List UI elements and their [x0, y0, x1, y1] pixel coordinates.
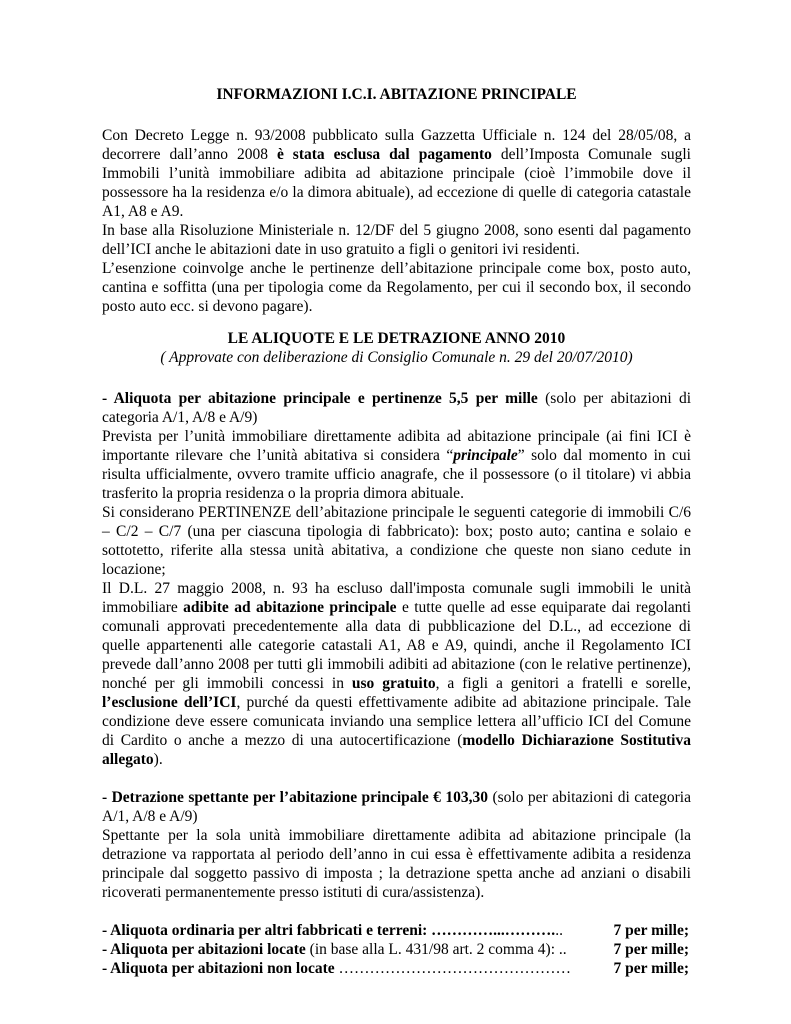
detrazione-lead — [102, 788, 691, 826]
aliquota-text: Prevista per l’unità immobiliare direttamente adibita ad abitazione principale (ai fini ICI è importante rilevare che l’unità abitativa si considera “ — [102, 428, 691, 464]
aliquota-paragraph-3 — [102, 579, 691, 769]
detrazione-paragraph-1: Spettante per la sola unità immobiliare direttamente adibita ad abitazione principale (la detrazione va rapportata al periodo dell’anno in cui essa è effettivamente adibita a residenza principale dal soggetto passivo di imposta ; la detrazione spetta anche ad anziani o disabili ricoverati permanentemente presso istituti di cura/assistenza). — [102, 827, 691, 901]
aliquota-lead — [102, 389, 691, 427]
rate-label-normal: ……………………………………… — [334, 960, 572, 977]
aliquota-paragraph-1 — [102, 427, 691, 503]
detrazione-lead-bold: - Detrazione spettante per l’abitazione principale € 103,30 — [102, 789, 488, 806]
intro-paragraph-1 — [102, 126, 691, 221]
spacer — [102, 902, 691, 921]
spacer — [102, 769, 691, 788]
intro-text: Con Decreto Legge n. 93/2008 pubblicato sulla Gazzetta Ufficiale n. 124 del 28/05/08, a decorrere dall’anno 2008 — [102, 127, 691, 163]
aliquota-text: , a figli a genitori a fratelli e sorelle, — [435, 675, 691, 692]
intro-paragraph-2: In base alla Risoluzione Ministeriale n. 12/DF del 5 giugno 2008, sono esenti dal pagamento dell’ICI anche le abitazioni date in uso gratuito a figli o genitori ivi residenti. — [102, 222, 691, 258]
aliquota-text: Il D.L. 27 maggio 2008, n. 93 ha escluso dall'imposta comunale sugli immobili le unità immobiliare — [102, 580, 691, 616]
rate-label-normal: (in base alla L. 431/98 art. 2 comma 4): .. — [305, 941, 567, 958]
rate-row — [102, 959, 691, 978]
rate-label-bold: - Aliquota ordinaria per altri fabbricati e terreni: …………...………. — [102, 922, 556, 939]
rate-value: 7 per mille; — [613, 960, 689, 977]
rate-label-normal: .. — [555, 922, 563, 939]
intro-paragraph-3: L’esenzione coinvolge anche le pertinenze dell’abitazione principale come box, posto auto, cantina e soffitta (una per tipologia come da Regolamento, per cui il secondo box, il secondo posto auto ecc. si devono pagare). — [102, 260, 691, 315]
detrazione-lead-rest: (solo per abitazioni di categoria A/1, A/8 e A/9) — [102, 789, 691, 825]
rate-label — [102, 959, 571, 978]
aliquota-paragraph-2: Si considerano PERTINENZE dell’abitazione principale le seguenti categorie di immobili C/6 – C/2 – C/7 (una per ciascuna tipologia di fabbricato): box; posto auto; cantina e solaio e sottotetto, riferite alla stessa unità abitativa, a condizione che queste non siano cedute in locazione; — [102, 504, 691, 578]
aliquota-lead-rest: (solo per abitazioni di categoria A/1, A/8 e A/9) — [102, 390, 691, 426]
aliquota-emphasis: modello Dichiarazione Sostitutiva allegato — [102, 732, 691, 768]
rate-value: 7 per mille; — [613, 922, 689, 939]
rate-row — [102, 921, 691, 940]
section-subheading: ( Approvate con deliberazione di Consiglio Comunale n. 29 del 20/07/2010) — [160, 349, 633, 366]
intro-text: dell’Imposta Comunale sugli Immobili l’unità immobiliare adibita ad abitazione principale (cioè l’immobile dove il possessore ha la residenza e/o la dimora abituale), ad eccezione di quelle di categoria catastale A1, A8 e A9. — [102, 146, 691, 220]
rate-label — [102, 940, 567, 959]
aliquota-text: ” solo dal momento in cui risulta ufficialmente, ovvero tramite ufficio anagrafe, che il possessore (o il titolare) vi abbia trasferito la propria residenza o la propria dimora abituale. — [102, 447, 691, 502]
aliquota-emphasis: adibite ad abitazione principale — [183, 599, 397, 616]
aliquota-text: e tutte quelle ad esse equiparate dai regolanti comunali approvati precedentemente alla data di pubblicazione del D.L., ad eccezione di quelle appartenenti alle categorie catastali A1, A8 e A9, quindi, anche il Regolamento ICI prevede dall’anno 2008 per tutti gli immobili adibiti ad abitazione (con le relative pertinenze), nonché per gli immobili concessi in — [102, 599, 691, 692]
section-heading: LE ALIQUOTE E LE DETRAZIONE ANNO 2010 — [227, 330, 566, 347]
rate-value: 7 per mille; — [613, 941, 689, 958]
document-title: INFORMAZIONI I.C.I. ABITAZIONE PRINCIPALE — [216, 86, 577, 103]
aliquota-emphasis: l’esclusione dell’ICI — [102, 694, 237, 711]
intro-emphasis: è stata esclusa dal pagamento — [276, 146, 492, 163]
rate-label-bold: - Aliquota per abitazioni non locate — [102, 960, 335, 977]
rate-label — [102, 921, 563, 940]
aliquota-text: , purché da questi effettivamente adibite ad abitazione principale. Tale condizione deve essere comunicata inviando una semplice lettera all’ufficio ICI del Comune di Cardito o anche a mezzo di una autocertificazione ( — [102, 694, 691, 749]
aliquota-emphasis: uso gratuito — [351, 675, 436, 692]
aliquota-lead-bold: - Aliquota per abitazione principale e pertinenze 5,5 per mille — [102, 390, 538, 407]
aliquota-text: ). — [153, 751, 163, 768]
rate-label-bold: - Aliquota per abitazioni locate — [102, 941, 306, 958]
rate-row — [102, 940, 691, 959]
aliquota-emphasis: principale — [453, 447, 518, 464]
